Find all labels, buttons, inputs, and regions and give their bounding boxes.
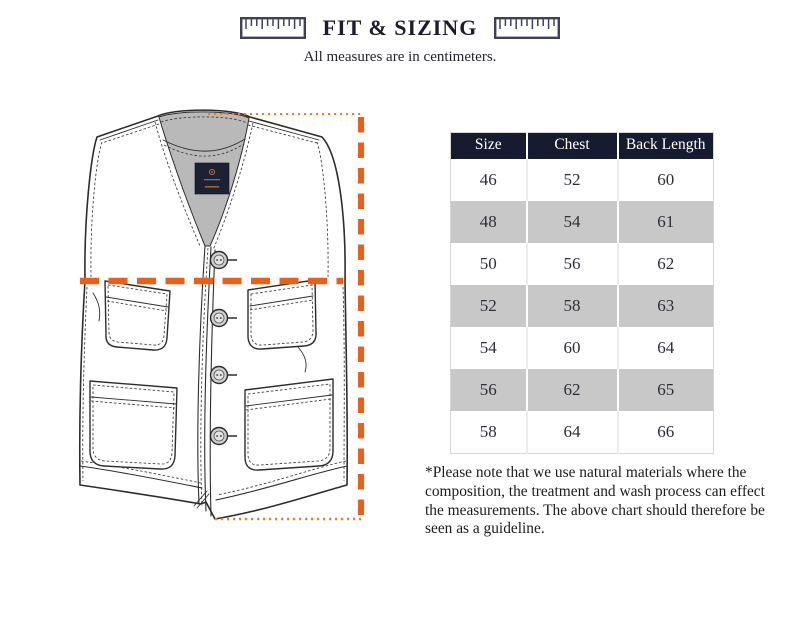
column-header-back-length: Back Length bbox=[618, 133, 714, 160]
chest-value: 62 bbox=[527, 369, 618, 411]
chest-pocket-left bbox=[105, 281, 170, 350]
back-length-value: 61 bbox=[618, 201, 714, 243]
materials-footnote bbox=[425, 464, 797, 539]
column-header-size: Size bbox=[451, 133, 527, 160]
size-chart-header-row bbox=[451, 133, 714, 160]
back-length-value: 60 bbox=[657, 170, 675, 189]
chest-value: 58 bbox=[527, 285, 618, 327]
back-length-value: 65 bbox=[618, 369, 714, 411]
chest-value: 64 bbox=[527, 411, 618, 454]
size-value: 54 bbox=[451, 327, 527, 369]
table-row bbox=[451, 411, 714, 454]
size-value: 56 bbox=[451, 369, 527, 411]
size-chart-table bbox=[450, 132, 714, 454]
table-row bbox=[451, 159, 714, 201]
vest-technical-drawing bbox=[55, 95, 375, 575]
brand-label bbox=[195, 163, 229, 194]
back-length-value: 66 bbox=[657, 422, 675, 441]
footnote-line: *Please note that we use natural materials where the bbox=[425, 464, 747, 481]
back-length-value: 64 bbox=[657, 338, 675, 357]
table-row bbox=[451, 285, 714, 327]
footnote-line: the measurements. The above chart should therefore be bbox=[425, 501, 765, 519]
units-note: All measures are in centimeters. bbox=[303, 49, 497, 65]
chest-value: 56 bbox=[527, 243, 618, 285]
ruler-icon-right bbox=[494, 17, 560, 39]
chest-value: 60 bbox=[527, 327, 618, 369]
size-value: 48 bbox=[451, 201, 527, 243]
chest-value: 52 bbox=[527, 159, 618, 201]
size-value: 58 bbox=[451, 411, 527, 454]
footnote-line: composition, the treatment and wash process can effect bbox=[425, 482, 765, 500]
ruler-icon-left bbox=[240, 17, 306, 39]
table-row bbox=[451, 327, 714, 369]
page-title: FIT & SIZING bbox=[322, 15, 478, 40]
chest-pocket-right bbox=[248, 280, 316, 349]
size-value: 52 bbox=[451, 285, 527, 327]
table-row bbox=[451, 201, 714, 243]
table-row bbox=[451, 243, 714, 285]
page-header bbox=[0, 15, 800, 66]
back-length-value: 62 bbox=[657, 254, 675, 273]
patch-pocket-right bbox=[245, 379, 333, 470]
back-length-value: 63 bbox=[618, 285, 714, 327]
patch-pocket-left bbox=[90, 381, 177, 469]
size-value: 46 bbox=[451, 159, 527, 201]
footnote-line: seen as a guideline. bbox=[425, 520, 545, 538]
size-value: 50 bbox=[451, 243, 527, 285]
column-header-chest: Chest bbox=[527, 133, 618, 160]
table-row bbox=[451, 369, 714, 411]
chest-value: 54 bbox=[527, 201, 618, 243]
